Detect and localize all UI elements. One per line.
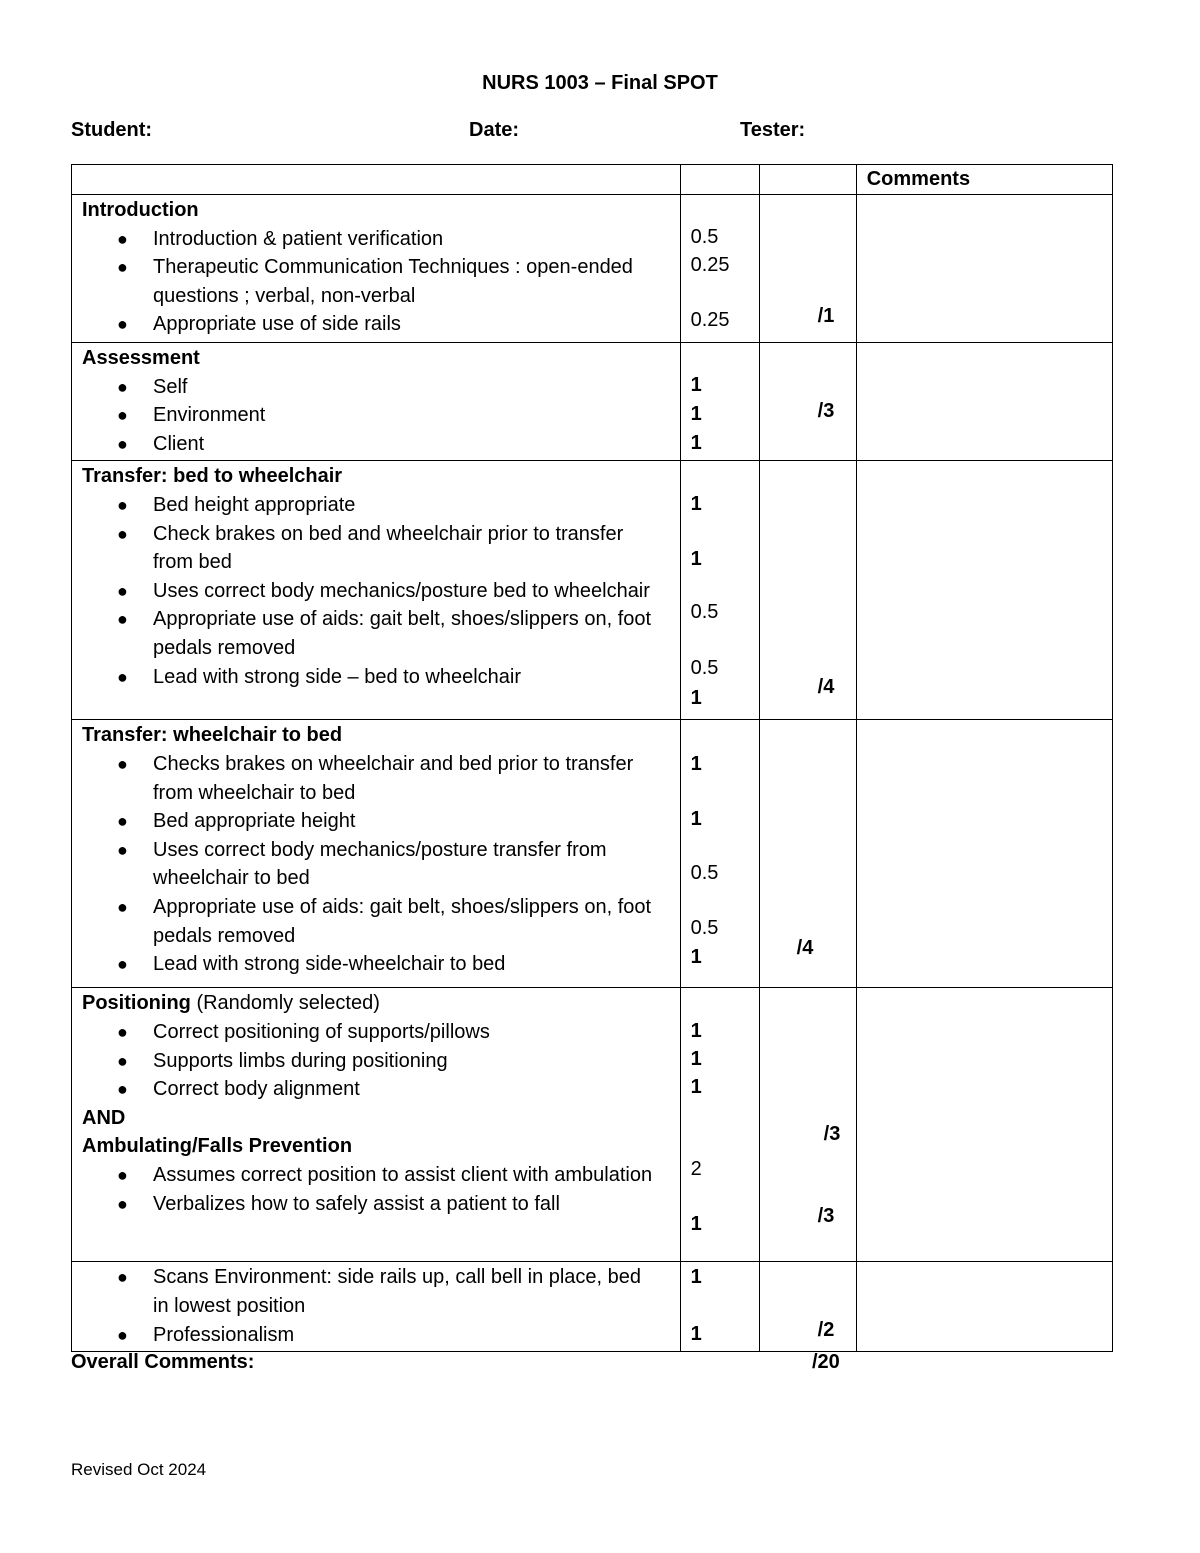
section-total: /4 <box>817 676 835 699</box>
bullet-icon: ● <box>117 839 128 860</box>
comment-cell[interactable] <box>856 195 1112 343</box>
list-item: ● Supports limbs during positioning <box>82 1047 670 1076</box>
section-title: Transfer: bed to wheelchair <box>82 465 343 488</box>
bullet-icon: ● <box>117 1079 128 1100</box>
bullet-icon: ● <box>117 580 128 601</box>
bullet-icon: ● <box>117 811 128 832</box>
section-transfer-bed-to-wheelchair <box>72 461 1113 720</box>
section-assessment <box>72 343 1113 461</box>
section-title: Transfer: wheelchair to bed <box>82 724 343 747</box>
bullet-icon: ● <box>117 896 128 917</box>
section-total: /4 <box>796 937 814 960</box>
list-item: ● Scans Environment: side rails up, call bell in place, bed in lowest position <box>82 1263 670 1320</box>
section-positioning-ambulating <box>72 988 1113 1262</box>
section-total: /1 <box>817 305 835 327</box>
comments-header: Comments <box>856 165 1112 195</box>
evaluation-table <box>71 164 1113 1352</box>
list-item: ● Therapeutic Communication Techniques : open-ended questions ; verbal, non-verbal <box>82 253 670 310</box>
point-value: 0.25 <box>690 254 730 276</box>
bullet-icon: ● <box>117 376 128 397</box>
grand-total: /20 <box>812 1351 840 1373</box>
date-label: Date: <box>469 119 520 141</box>
list-item: ● Introduction & patient verification <box>82 225 670 254</box>
list-item: ● Appropriate use of aids: gait belt, shoes/slippers on, foot pedals removed <box>82 893 670 950</box>
list-item: ● Client <box>82 430 670 459</box>
bullet-icon: ● <box>117 1267 128 1288</box>
bullet-icon: ● <box>117 1050 128 1071</box>
section-total: /2 <box>817 1319 835 1342</box>
list-item: ● Bed height appropriate <box>82 491 670 520</box>
bullet-icon: ● <box>117 228 128 249</box>
point-value: 1 <box>690 548 702 571</box>
section-title: Introduction <box>82 199 199 221</box>
table-header-row <box>72 165 1113 195</box>
bullet-icon: ● <box>117 753 128 774</box>
point-value: 2 <box>690 1158 702 1181</box>
list-item: ● Check brakes on bed and wheelchair prior to transfer from bed <box>82 520 670 577</box>
bullet-icon: ● <box>117 1324 128 1345</box>
points-cell <box>680 1262 759 1352</box>
bullet-icon: ● <box>117 1193 128 1214</box>
tester-label: Tester: <box>740 119 806 141</box>
point-value: 0.5 <box>690 917 719 940</box>
comment-cell[interactable] <box>856 1262 1112 1352</box>
point-value: 1 <box>690 403 702 425</box>
point-value: 1 <box>690 493 702 516</box>
point-value: 1 <box>690 374 702 396</box>
point-value: 1 <box>690 687 702 710</box>
list-item: ● Correct body alignment <box>82 1075 670 1104</box>
points-cell <box>680 343 759 461</box>
point-value: 0.5 <box>690 601 719 624</box>
bullet-icon: ● <box>117 257 128 278</box>
point-value: 1 <box>690 1266 702 1289</box>
list-item: ● Assumes correct position to assist client with ambulation <box>82 1161 670 1190</box>
bullet-icon: ● <box>117 954 128 975</box>
total-cell <box>759 195 856 343</box>
section-title-note: (Randomly selected) <box>190 992 380 1015</box>
point-value: 0.5 <box>690 226 719 248</box>
point-value: 1 <box>690 1076 702 1099</box>
comment-cell[interactable] <box>856 343 1112 461</box>
total-cell <box>759 461 856 720</box>
overall-comments-label: Overall Comments: <box>71 1351 255 1373</box>
point-value: 1 <box>690 1048 702 1071</box>
section-title: Positioning (Randomly selected) <box>82 992 380 1015</box>
bullet-icon: ● <box>117 433 128 454</box>
comment-cell[interactable] <box>856 720 1112 988</box>
point-value: 0.5 <box>690 657 719 680</box>
and-label: AND <box>82 1106 126 1129</box>
bullet-icon: ● <box>117 405 128 426</box>
points-cell <box>680 720 759 988</box>
bullet-icon: ● <box>117 1021 128 1042</box>
list-item: ● Verbalizes how to safely assist a patient to fall <box>82 1190 670 1219</box>
section-subtotal: /3 <box>817 1205 835 1228</box>
point-value: 1 <box>690 432 702 454</box>
section-total: /3 <box>823 1123 841 1146</box>
bullet-icon: ● <box>117 666 128 687</box>
list-item: ● Uses correct body mechanics/posture bed to wheelchair <box>82 577 670 606</box>
list-item: ● Bed appropriate height <box>82 807 670 836</box>
point-value: 1 <box>690 753 702 776</box>
revision-note: Revised Oct 2024 <box>71 1460 207 1479</box>
page-title: NURS 1003 – Final SPOT <box>482 72 718 94</box>
list-item: ● Lead with strong side – bed to wheelchair <box>82 663 670 692</box>
list-item: ● Self <box>82 373 670 402</box>
list-item: ● Uses correct body mechanics/posture transfer from wheelchair to bed <box>82 836 670 893</box>
list-item: ● Professionalism <box>82 1321 670 1350</box>
list-item: ● Environment <box>82 401 670 430</box>
points-cell <box>680 461 759 720</box>
section-subtitle: Ambulating/Falls Prevention <box>82 1135 353 1158</box>
point-value: 1 <box>690 1213 702 1236</box>
list-item: ● Appropriate use of aids: gait belt, shoes/slippers on, foot pedals removed <box>82 605 670 662</box>
total-cell <box>759 343 856 461</box>
total-cell <box>759 988 856 1262</box>
point-value: 1 <box>690 1323 702 1346</box>
list-item: ● Lead with strong side-wheelchair to bed <box>82 950 670 979</box>
point-value: 1 <box>690 946 702 969</box>
point-value: 1 <box>690 808 702 831</box>
point-value: 1 <box>690 1020 702 1043</box>
section-environment-professionalism <box>72 1262 1113 1352</box>
list-item: ● Correct positioning of supports/pillows <box>82 1018 670 1047</box>
section-introduction <box>72 195 1113 343</box>
bullet-icon: ● <box>117 494 128 515</box>
bullet-icon: ● <box>117 523 128 544</box>
bullet-icon: ● <box>117 609 128 630</box>
list-item: ● Appropriate use of side rails <box>82 310 670 339</box>
section-transfer-wheelchair-to-bed <box>72 720 1113 988</box>
bullet-icon: ● <box>117 314 128 335</box>
points-cell <box>680 988 759 1262</box>
bullet-icon: ● <box>117 1164 128 1185</box>
comment-cell[interactable] <box>856 461 1112 720</box>
total-cell <box>759 1262 856 1352</box>
comment-cell[interactable] <box>856 988 1112 1262</box>
total-cell <box>759 720 856 988</box>
student-label: Student: <box>71 119 153 141</box>
list-item: ● Checks brakes on wheelchair and bed prior to transfer from wheelchair to bed <box>82 750 670 807</box>
point-value: 0.5 <box>690 862 719 885</box>
points-cell <box>680 195 759 343</box>
section-title: Assessment <box>82 347 200 369</box>
point-value: 0.25 <box>690 309 730 331</box>
section-total: /3 <box>817 400 835 422</box>
